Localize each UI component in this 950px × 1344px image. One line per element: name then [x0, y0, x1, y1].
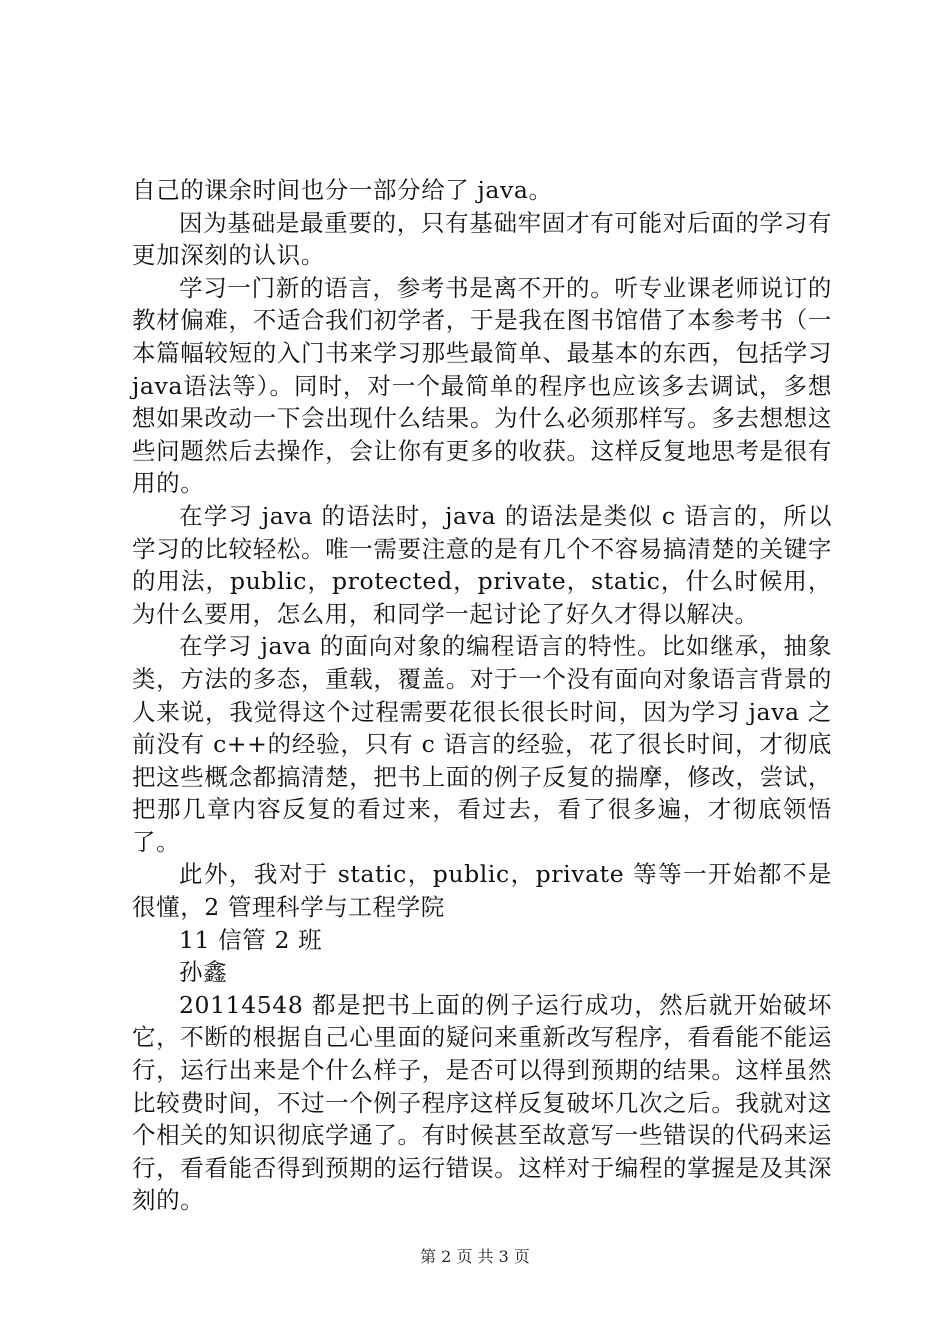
page-footer — [0, 1244, 950, 1267]
paragraph: 在学习 java 的面向对象的编程语言的特性。比如继承，抽象类，方法的多态，重载，覆盖。对于一个没有面向对象语言背景的人来说，我觉得这个过程需要花很长很长时间，因为学习 java 之前没有 c++的经验，只有 c 语言的经验，花了很长时间，才彻底把这些概念都搞清楚，把书上面的例子反复的揣摩，修改，尝试，把那几章内容反复的看过来，看过去，看了很多遍，才彻底领悟了。 — [132, 632, 832, 856]
paragraph: 在学习 java 的语法时，java 的语法是类似 c 语言的，所以学习的比较轻松。唯一需要注意的是有几个不容易搞清楚的关键字的用法，public，protected，private，static，什么时候用，为什么要用，怎么用，和同学一起讨论了好久才得以解决。 — [132, 501, 832, 628]
class-line: 11 信管 2 班 — [179, 925, 323, 954]
paragraph: 因为基础是最重要的，只有基础牢固才有可能对后面的学习有更加深刻的认识。 — [132, 208, 832, 270]
paragraph: 学习一门新的语言，参考书是离不开的。听专业课老师说订的教材偏难，不适合我们初学者，于是我在图书馆借了本参考书（一本篇幅较短的入门书来学习那些最简单、最基本的东西，包括学习 java语法等）。同时，对一个最简单的程序也应该多去调试，多想想如果改动一下会出现什么结果。为什么必须那样写。多去想想这些问题然后去操作，会让你有更多的收获。这样反复地思考是很有用的。 — [132, 273, 832, 498]
paragraph: 20114548 都是把书上面的例子运行成功，然后就开始破坏它，不断的根据自己心里面的疑问来重新改写程序，看看能不能运行，运行出来是个什么样子，是否可以得到预期的结果。这样虽然比较费时间，不过一个例子程序这样反复破坏几次之后。我就对这个相关的知识彻底学通了。有时候甚至故意写一些错误的代码来运行，看看能否得到预期的运行错误。这样对于编程的掌握是及其深刻的。 — [132, 990, 832, 1215]
document-body — [132, 174, 832, 1217]
paragraph: 自己的课余时间也分一部分给了 java。 — [132, 176, 553, 204]
paragraph: 此外，我对于 static，public，private 等等一开始都不是很懂，2 管理科学与工程学院 — [132, 860, 832, 922]
page-number-label: 第 2 页 共 3 页 — [420, 1247, 530, 1266]
author-name: 孙鑫 — [179, 958, 228, 987]
